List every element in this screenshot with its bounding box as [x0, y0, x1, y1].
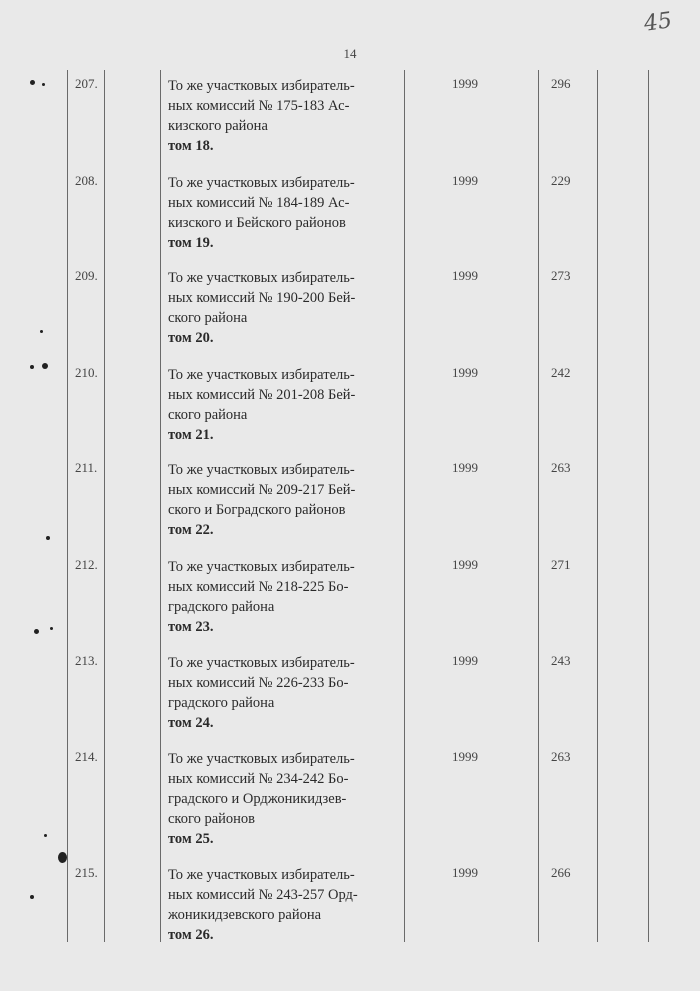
description-line: ных комиссий № 175-183 Ас-: [168, 98, 350, 114]
description-line: ных комиссий № 190-200 Бей-: [168, 290, 356, 306]
volume-label: том 20.: [168, 330, 214, 346]
description-line: ных комиссий № 201-208 Бей-: [168, 387, 356, 403]
description-line: ского района: [168, 310, 248, 326]
item-description: [168, 865, 396, 945]
item-description: [168, 365, 396, 445]
item-number: 214.: [75, 749, 98, 764]
description-line: ных комиссий № 209-217 Бей-: [168, 482, 356, 498]
item-year: 1999: [452, 749, 478, 764]
description-line: градского и Орджоникидзев-: [168, 791, 347, 807]
description-line: жоникидзевского района: [168, 907, 322, 923]
description-line: кизского района: [168, 118, 268, 134]
description-line: То же участковых избиратель-: [168, 462, 355, 478]
table-row: [0, 76, 700, 172]
table-row: [0, 460, 700, 556]
sheet-count: 273: [551, 268, 571, 283]
item-number: 208.: [75, 173, 98, 188]
table-row: [0, 365, 700, 461]
item-description: [168, 749, 396, 849]
volume-label: том 18.: [168, 138, 214, 154]
volume-label: том 25.: [168, 831, 214, 847]
page-number: 14: [343, 46, 357, 61]
sheet-count: 271: [551, 557, 571, 572]
item-number: 213.: [75, 653, 98, 668]
description-line: градского района: [168, 599, 275, 615]
description-line: ных комиссий № 243-257 Орд-: [168, 887, 358, 903]
item-year: 1999: [452, 365, 478, 380]
item-year: 1999: [452, 557, 478, 572]
description-line: ных комиссий № 226-233 Бо-: [168, 675, 349, 691]
description-line: То же участковых избиратель-: [168, 270, 355, 286]
table-row: [0, 173, 700, 269]
description-line: То же участковых избиратель-: [168, 655, 355, 671]
handwritten-sheet-number: 45: [642, 8, 674, 37]
item-description: [168, 268, 396, 348]
item-year: 1999: [452, 268, 478, 283]
description-line: ского районов: [168, 811, 256, 827]
sheet-count: 243: [551, 653, 571, 668]
description-line: ского района: [168, 407, 248, 423]
volume-label: том 26.: [168, 927, 214, 943]
volume-label: том 23.: [168, 619, 214, 635]
item-number: 211.: [75, 460, 98, 475]
description-line: кизского и Бейского районов: [168, 215, 346, 231]
item-year: 1999: [452, 460, 478, 475]
table-row: [0, 268, 700, 364]
description-line: То же участковых избиратель-: [168, 175, 355, 191]
volume-label: том 24.: [168, 715, 214, 731]
volume-label: том 19.: [168, 235, 214, 251]
description-line: То же участковых избиратель-: [168, 559, 355, 575]
item-year: 1999: [452, 173, 478, 188]
item-year: 1999: [452, 865, 478, 880]
item-number: 207.: [75, 76, 98, 91]
description-line: градского района: [168, 695, 275, 711]
sheet-count: 242: [551, 365, 571, 380]
table-row: [0, 653, 700, 749]
item-number: 209.: [75, 268, 98, 283]
description-line: ных комиссий № 184-189 Ас-: [168, 195, 350, 211]
item-year: 1999: [452, 653, 478, 668]
volume-label: том 22.: [168, 522, 214, 538]
description-line: То же участковых избиратель-: [168, 867, 355, 883]
item-description: [168, 76, 396, 156]
sheet-count: 266: [551, 865, 571, 880]
item-description: [168, 557, 396, 637]
description-line: То же участковых избиратель-: [168, 78, 355, 94]
sheet-count: 263: [551, 749, 571, 764]
description-line: ных комиссий № 218-225 Бо-: [168, 579, 349, 595]
volume-label: том 21.: [168, 427, 214, 443]
description-line: ных комиссий № 234-242 Бо-: [168, 771, 349, 787]
item-number: 215.: [75, 865, 98, 880]
table-row: [0, 557, 700, 653]
item-year: 1999: [452, 76, 478, 91]
sheet-count: 229: [551, 173, 571, 188]
sheet-count: 263: [551, 460, 571, 475]
item-description: [168, 653, 396, 733]
table-row: [0, 865, 700, 961]
item-number: 210.: [75, 365, 98, 380]
description-line: ского и Боградского районов: [168, 502, 346, 518]
item-number: 212.: [75, 557, 98, 572]
item-description: [168, 173, 396, 253]
description-line: То же участковых избиратель-: [168, 367, 355, 383]
sheet-count: 296: [551, 76, 571, 91]
table-row: [0, 749, 700, 864]
item-description: [168, 460, 396, 540]
description-line: То же участковых избиратель-: [168, 751, 355, 767]
